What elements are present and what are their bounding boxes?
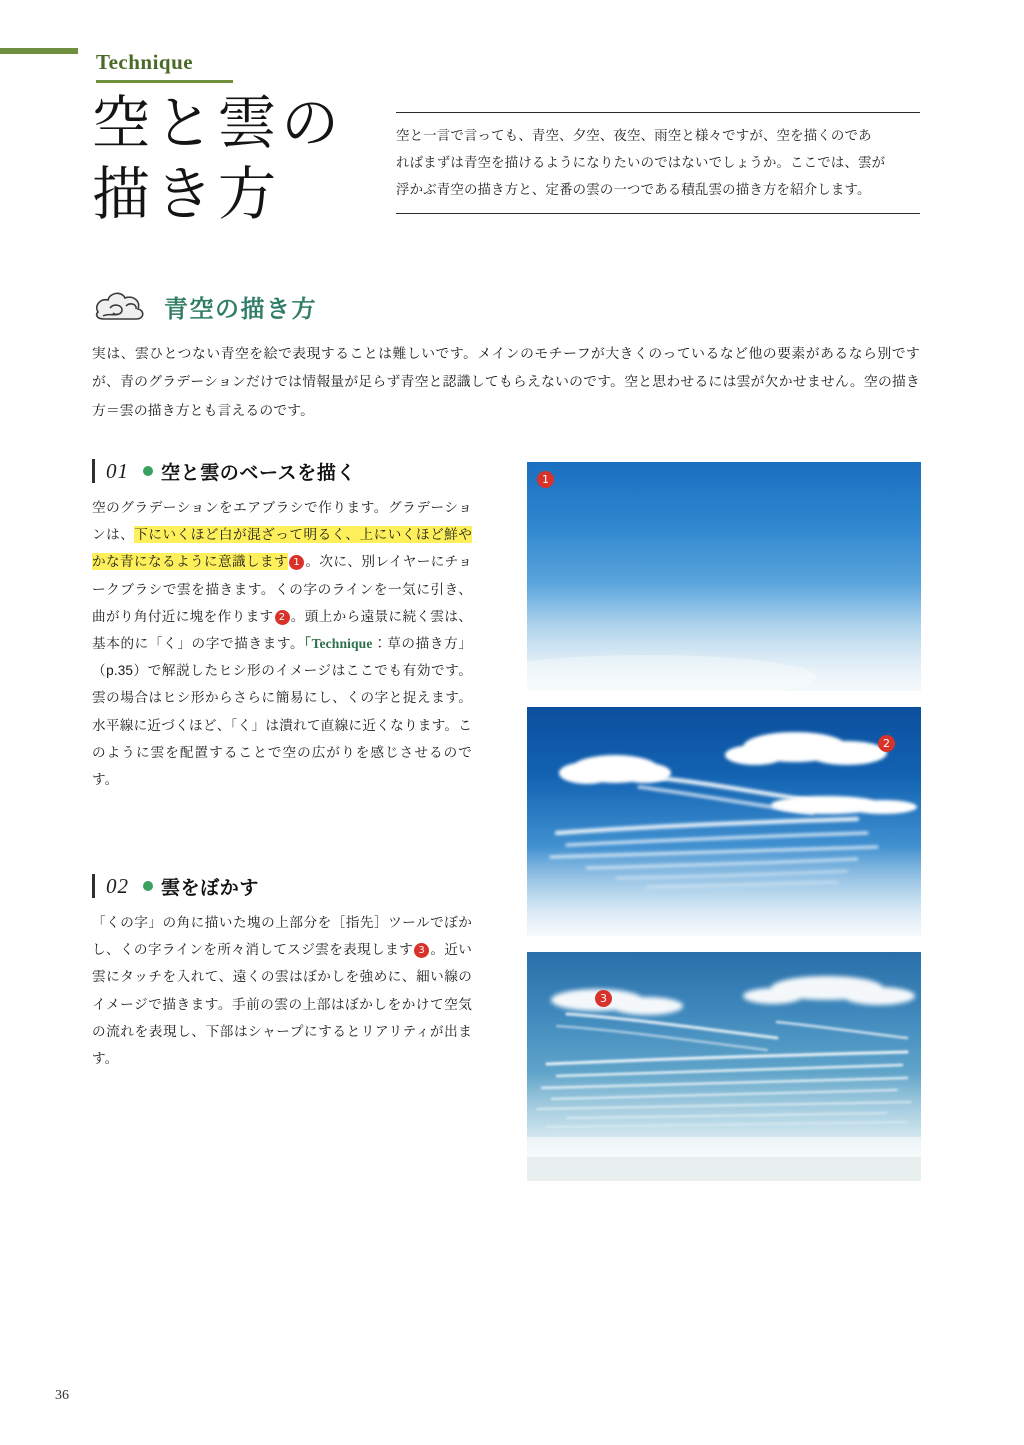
figure-1-artwork <box>527 462 921 691</box>
page-title-line2: 描き方 <box>92 159 282 228</box>
section-heading <box>92 286 317 326</box>
cloud-swirl-ornament-icon <box>92 286 154 326</box>
figure-3 <box>527 952 921 1181</box>
step-01-body <box>92 494 472 793</box>
lead-line-2: ればまずは青空を描けるようになりたいのではないでしょうか。ここでは、雲が <box>396 155 886 171</box>
step-01-text-c: 。頭上から遠景に続く雲は、基本的に「く」の字で描きます。 <box>92 608 472 651</box>
step-bullet-icon <box>143 881 153 891</box>
figure-3-artwork <box>527 952 921 1181</box>
section-lead-text: 実は、雲ひとつない青空を絵で表現することは難しいです。メインのモチーフが大きくのっているなど他の要素があるなら別ですが、青のグラデーションだけでは情報量が足らず青空と認識してもらえないのです。空と思わせるには雲が欠かせません。空の描き方＝雲の描き方とも言えるのです。 <box>92 346 920 418</box>
step-02-header <box>92 873 472 899</box>
step-rule <box>92 459 95 483</box>
step-01-highlight: 下にいくほど白が混ざって明るく、上にいくほど鮮やかな青になるように意識します <box>92 527 472 570</box>
step-02 <box>92 873 472 1072</box>
technique-label: Technique <box>96 50 194 74</box>
inline-badge-3: 3 <box>414 943 429 958</box>
step-01-header <box>92 458 472 484</box>
figure-1-badge: 1 <box>537 471 554 488</box>
inline-badge-1: 1 <box>289 555 304 570</box>
step-02-text-a: 「くの字」の角に描いた塊の上部分を［指先］ツールでぼかし、くの字ラインを所々消してスジ雲を表現します <box>92 915 472 958</box>
technique-underline <box>96 80 233 83</box>
step-02-number: 02 <box>106 873 129 898</box>
step-01-text-b: 。次に、別レイヤーにチョークブラシで雲を描きます。くの字のラインを一気に引き、曲がり角付近に塊を作ります <box>92 554 472 624</box>
step-01-number: 01 <box>106 458 129 483</box>
lead-line-1: 空と一言で言っても、青空、夕空、夜空、雨空と様々ですが、空を描くのであ <box>396 128 872 143</box>
step-01-text-a: 空のグラデーションをエアブラシで作ります。グラデーションは、 <box>92 500 472 543</box>
step-02-body <box>92 909 472 1072</box>
step-02-text-b: 。近い雲にタッチを入れて、遠くの雲はぼかしを強めに、細い線のイメージで描きます。手前の雲の上部はぼかしをかけて空気の流れを表現し、下部はシャープにするとリアリティが出ます。 <box>92 942 472 1066</box>
accent-bar <box>0 48 78 54</box>
lead-line-3: 浮かぶ青空の描き方と、定番の雲の一つである積乱雲の描き方を紹介します。 <box>396 182 871 198</box>
step-bullet-icon <box>143 466 153 476</box>
figure-1 <box>527 462 921 691</box>
page-number: 36 <box>55 1388 69 1403</box>
figure-2-artwork <box>527 707 921 936</box>
page-title <box>92 88 392 230</box>
step-01 <box>92 458 472 793</box>
lead-paragraph-box <box>396 112 920 214</box>
step-01-title: 空と雲のベースを描く <box>161 462 357 484</box>
step-rule <box>92 874 95 898</box>
figure-3-badge: 3 <box>595 990 612 1007</box>
figure-2 <box>527 707 921 936</box>
section-title: 青空の描き方 <box>164 295 317 323</box>
page-title-line1: 空と雲の <box>92 89 345 157</box>
step-02-title: 雲をぼかす <box>161 877 260 899</box>
step-01-technique-ref: 「Technique <box>304 635 373 651</box>
inline-badge-2: 2 <box>275 610 290 625</box>
figure-2-badge: 2 <box>878 735 895 752</box>
step-01-text-d: ：草の描き方」（p.35）で解説したヒシ形のイメージはここでも有効です。雲の場合はヒシ形からさらに簡易にし、くの字と捉えます。水平線に近づくほど、「く」は潰れて直線に近くなります。このように雲を配置することで空の広がりを感じさせるのです。 <box>92 635 473 787</box>
